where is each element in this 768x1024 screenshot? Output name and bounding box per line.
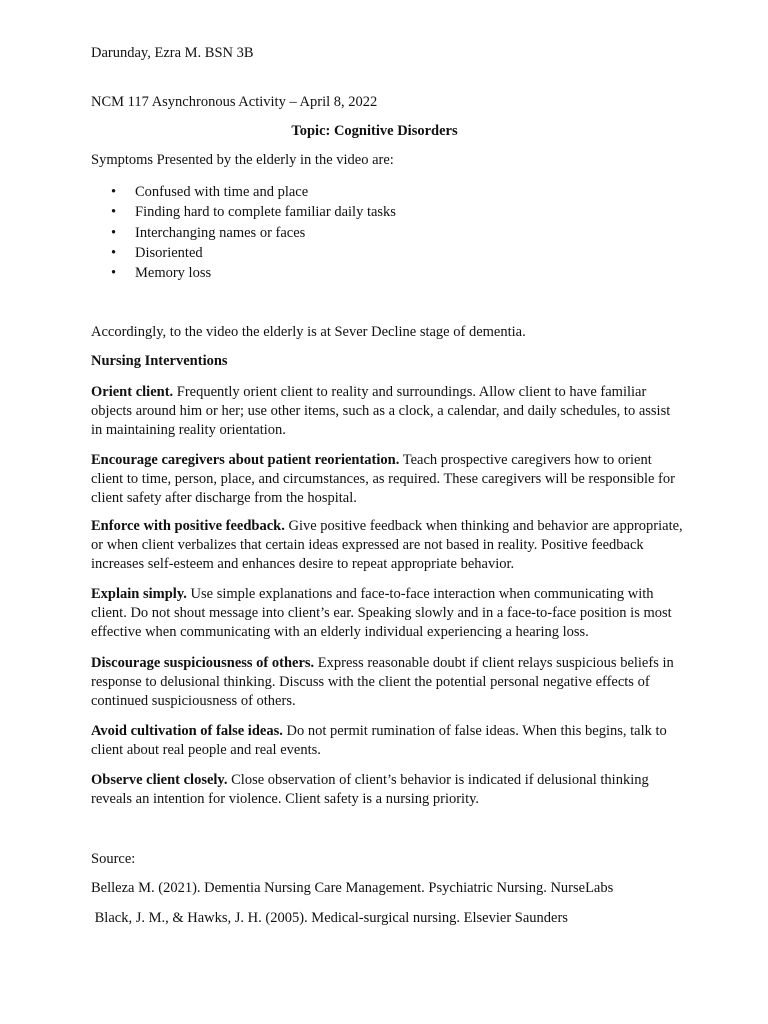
intervention-title: Discourage suspiciousness of others.	[91, 655, 315, 671]
intervention-item	[91, 383, 683, 441]
source-label: Source:	[91, 851, 136, 867]
intervention-body: Use simple explanations and face-to-face interaction when communicating with client. Do not shout message into client’s ear. Speaking slowly and in a face-to-face position is most effective when communicating with an elderly individual experiencing a hearing loss.	[91, 586, 672, 641]
topic-title: Topic: Cognitive Disorders	[291, 123, 458, 139]
intervention-title: Explain simply.	[91, 586, 187, 602]
intervention-title: Observe client closely.	[91, 772, 228, 788]
intervention-item	[91, 451, 683, 509]
intervention-item	[91, 654, 683, 712]
list-item: • Interchanging names or faces	[91, 223, 396, 243]
intervention-title: Avoid cultivation of false ideas.	[91, 723, 283, 739]
symptoms-list	[91, 182, 396, 283]
symptoms-intro: Symptoms Presented by the elderly in the video are:	[91, 152, 394, 168]
intervention-body: Give positive feedback when thinking and behavior are appropriate, or when client verbalizes that certain ideas expressed are not based in reality. Positive feedback increases self-esteem and enhances desire to repeat appropriate behavior.	[91, 518, 683, 573]
intervention-body: Frequently orient client to reality and surroundings. Allow client to have familiar objects around him or her; use other items, such as a clock, a calendar, and daily schedules, to assist in maintaining reality orientation.	[91, 384, 671, 439]
author-line: Darunday, Ezra M. BSN 3B	[91, 45, 254, 61]
intervention-item	[91, 517, 683, 575]
activity-line: NCM 117 Asynchronous Activity – April 8, 2022	[91, 94, 378, 110]
intervention-body: Teach prospective caregivers how to orient client to time, person, place, and circumstances, as required. These caregivers will be responsible for client safety after discharge from the hospital.	[91, 452, 675, 507]
intervention-title: Encourage caregivers about patient reorientation.	[91, 452, 400, 468]
interventions-heading: Nursing Interventions	[91, 353, 228, 369]
intervention-body: Do not permit rumination of false ideas. When this begins, talk to client about real people and real events.	[91, 723, 667, 759]
intervention-item	[91, 585, 683, 643]
list-item: • Finding hard to complete familiar daily tasks	[91, 202, 396, 222]
list-item: • Confused with time and place	[91, 182, 396, 202]
intervention-body: Close observation of client’s behavior is indicated if delusional thinking reveals an intention for violence. Client safety is a nursing priority.	[91, 772, 649, 808]
source-entry: Belleza M. (2021). Dementia Nursing Care Management. Psychiatric Nursing. NurseLabs	[91, 880, 614, 896]
intervention-body: Express reasonable doubt if client relays suspicious beliefs in response to delusional thinking. Discuss with the client the potential personal negative effects of continued suspiciousness of others.	[91, 655, 674, 710]
intervention-item	[91, 771, 683, 809]
list-item: • Disoriented	[91, 243, 396, 263]
list-item: • Memory loss	[91, 263, 396, 283]
source-entry: Black, J. M., & Hawks, J. H. (2005). Medical-surgical nursing. Elsevier Saunders	[91, 910, 568, 926]
intervention-title: Orient client.	[91, 384, 174, 400]
intervention-item	[91, 722, 683, 760]
intervention-title: Enforce with positive feedback.	[91, 518, 285, 534]
stage-statement: Accordingly, to the video the elderly is at Sever Decline stage of dementia.	[91, 324, 526, 340]
